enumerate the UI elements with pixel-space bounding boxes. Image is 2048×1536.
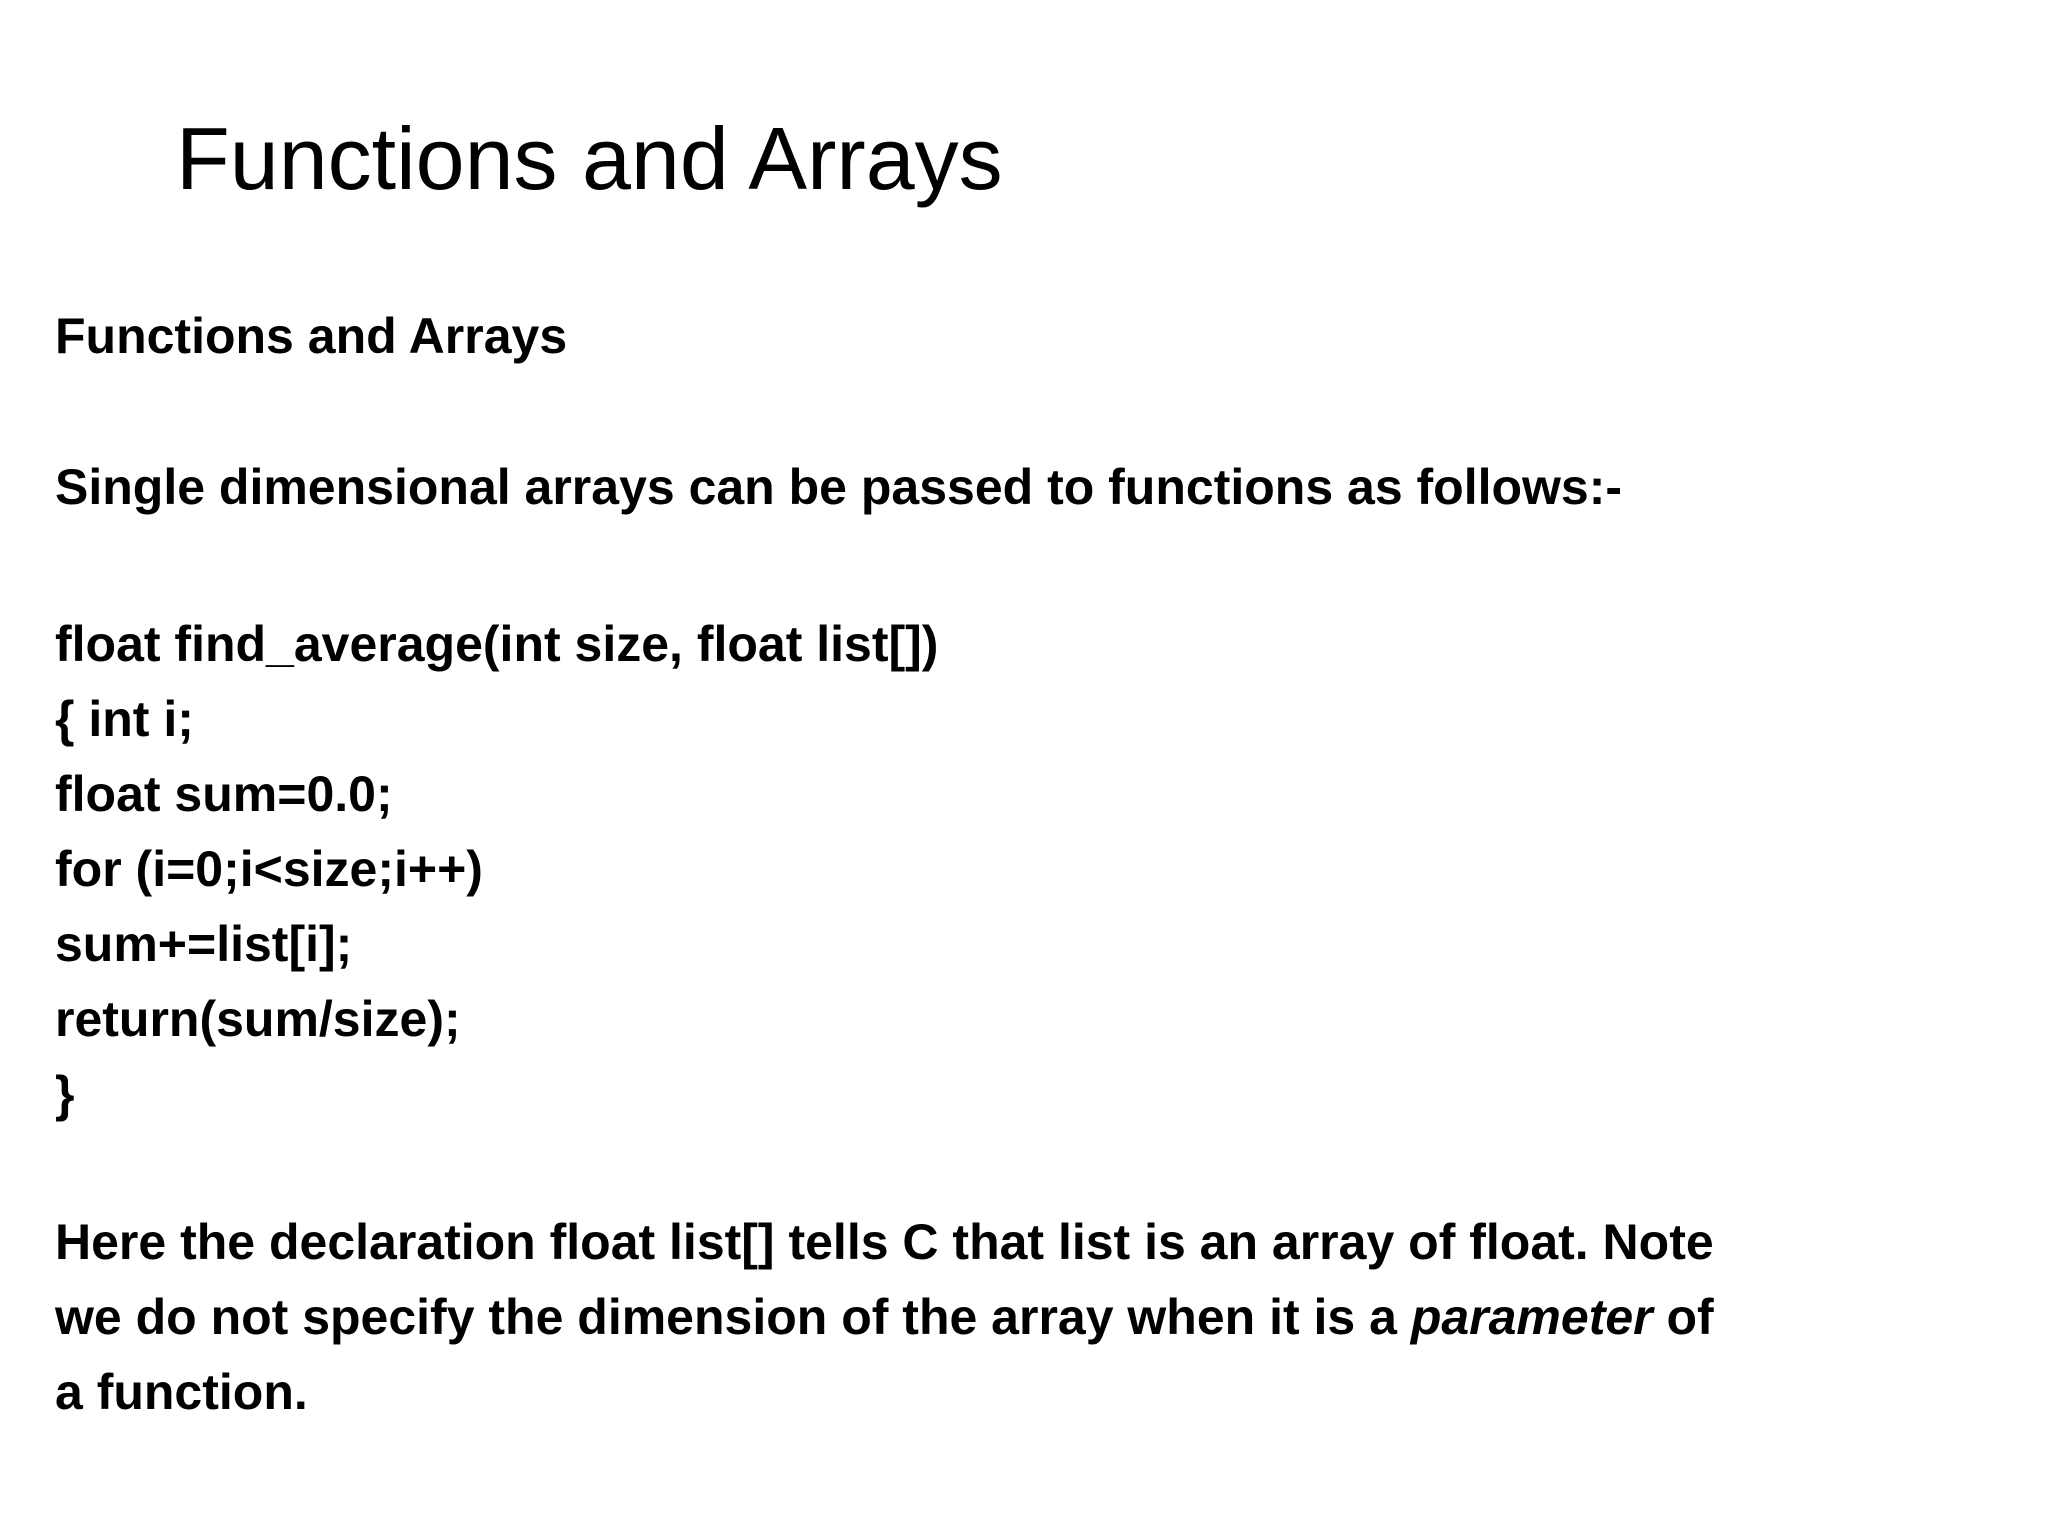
explanation-note: [55, 1205, 1714, 1430]
code-line: }: [55, 1066, 75, 1122]
note-line-2: [55, 1280, 1714, 1355]
code-line: { int i;: [55, 691, 194, 747]
note-line-2-end: of: [1652, 1289, 1714, 1345]
code-line: sum+=list[i];: [55, 916, 353, 972]
note-line-1: Here the declaration float list[] tells C that list is an array of float. Note: [55, 1214, 1714, 1270]
intro-text: Single dimensional arrays can be passed to functions as follows:-: [55, 459, 1623, 515]
code-line: return(sum/size);: [55, 991, 461, 1047]
code-line: float find_average(int size, float list[]): [55, 616, 939, 672]
slide-title: Functions and Arrays: [176, 109, 1003, 208]
code-line: float sum=0.0;: [55, 766, 393, 822]
section-heading: Functions and Arrays: [55, 308, 568, 364]
code-line: for (i=0;i<size;i++): [55, 841, 483, 897]
parameter-emphasis: parameter: [1410, 1289, 1653, 1345]
note-line-3: a function.: [55, 1364, 308, 1420]
code-block: [55, 607, 938, 1132]
note-line-2-start: we do not specify the dimension of the array when it is a: [55, 1289, 1411, 1345]
